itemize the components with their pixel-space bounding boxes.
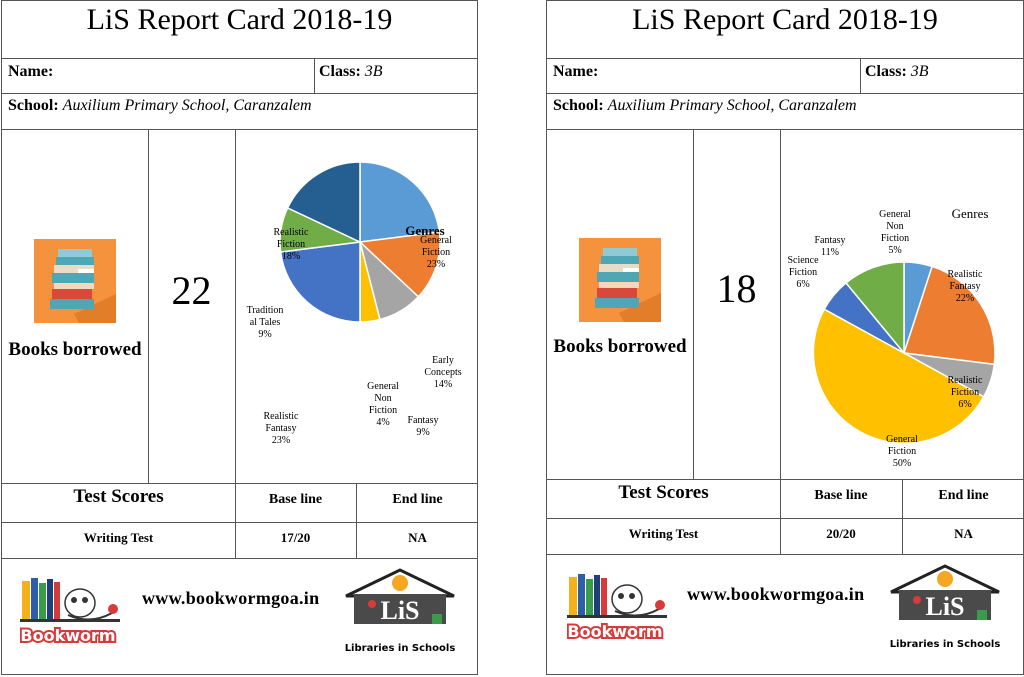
test-scores-label: Test Scores xyxy=(618,482,709,503)
books-stack-icon xyxy=(34,239,116,323)
end-line-score: NA xyxy=(408,530,427,545)
website-link[interactable]: www.bookwormgoa.in xyxy=(142,588,320,608)
bookworm-logo xyxy=(20,573,132,647)
books-borrowed-label: Books borrowed xyxy=(553,336,687,357)
pie-slice-label-5: Science Fiction 6% xyxy=(787,255,819,290)
name-label: Name: xyxy=(553,63,599,80)
school-value: Auxilium Primary School, Caranzalem xyxy=(62,97,312,114)
books-stack-icon xyxy=(579,238,661,322)
class-value: 3B xyxy=(364,63,383,80)
pie-slice-label-4: General Non Fiction 4% xyxy=(367,381,399,428)
base-line-score: 20/20 xyxy=(826,526,856,541)
bookworm-logo-text: Bookworm xyxy=(567,622,663,641)
end-line-score: NA xyxy=(954,526,973,541)
card-title: LiS Report Card 2018-19 xyxy=(86,3,393,36)
school-label: School: xyxy=(553,97,604,114)
report-card-2 xyxy=(546,0,1024,675)
pie-slice-label-1: General Fiction 23% xyxy=(420,235,452,270)
name-label: Name: xyxy=(8,63,54,80)
end-line-header: End line xyxy=(392,492,443,507)
school-label: School: xyxy=(8,97,59,114)
base-line-score: 17/20 xyxy=(280,530,311,545)
genres-pie-chart xyxy=(782,131,1024,477)
class-field xyxy=(319,63,383,81)
end-line-header: End line xyxy=(938,488,989,503)
base-line-header: Base line xyxy=(814,488,868,503)
pie-slice-label-5: Realistic Fantasy 23% xyxy=(263,411,299,446)
class-label: Class: xyxy=(319,63,361,80)
pie-slice-label-3: Fantasy 9% xyxy=(407,415,439,438)
pie-slice-label-2: Realistic Fantasy 22% xyxy=(947,269,983,304)
class-value: 3B xyxy=(910,63,929,80)
pie-slice-label-4: General Fiction 50% xyxy=(886,434,918,469)
lis-logo-text: LiS xyxy=(380,596,420,625)
lis-logo-text: LiS xyxy=(925,592,965,621)
class-label: Class: xyxy=(865,63,907,80)
pie-slice-label-2: Early Concepts 14% xyxy=(424,355,462,390)
school-field xyxy=(8,97,312,115)
base-line-header: Base line xyxy=(268,492,323,507)
report-card-1 xyxy=(1,0,478,675)
pie-slice-label-3: Realistic Fiction 6% xyxy=(947,375,983,410)
bookworm-logo xyxy=(567,569,679,643)
website-link[interactable]: www.bookwormgoa.in xyxy=(687,584,865,604)
name-field xyxy=(8,63,53,81)
genres-pie-chart xyxy=(237,131,477,481)
school-value: Auxilium Primary School, Caranzalem xyxy=(607,97,857,114)
lis-logo xyxy=(887,562,1003,636)
bookworm-logo-text: Bookworm xyxy=(20,626,116,645)
pie-slice-label-1: General Non Fiction 5% xyxy=(879,209,911,256)
class-field xyxy=(865,63,929,81)
books-count: 18 xyxy=(716,266,757,311)
test-name: Writing Test xyxy=(83,530,154,545)
books-count: 22 xyxy=(171,268,212,313)
test-scores-label: Test Scores xyxy=(73,486,164,507)
lis-caption: Libraries in Schools xyxy=(889,639,1001,650)
chart-title: Genres xyxy=(405,223,445,238)
test-name: Writing Test xyxy=(628,526,699,541)
pie-slice-label-6: Fantasy 11% xyxy=(814,235,846,258)
books-borrowed-label: Books borrowed xyxy=(8,339,142,360)
chart-title: Genres xyxy=(951,206,989,221)
pie-slice-label-6: Tradition al Tales 9% xyxy=(246,305,284,340)
card-title: LiS Report Card 2018-19 xyxy=(632,3,938,36)
school-field xyxy=(553,97,857,115)
name-field xyxy=(553,63,598,81)
lis-caption: Libraries in Schools xyxy=(344,643,456,654)
pie-slice-label-7: Realistic Fiction 18% xyxy=(273,227,309,262)
lis-logo xyxy=(342,566,458,640)
